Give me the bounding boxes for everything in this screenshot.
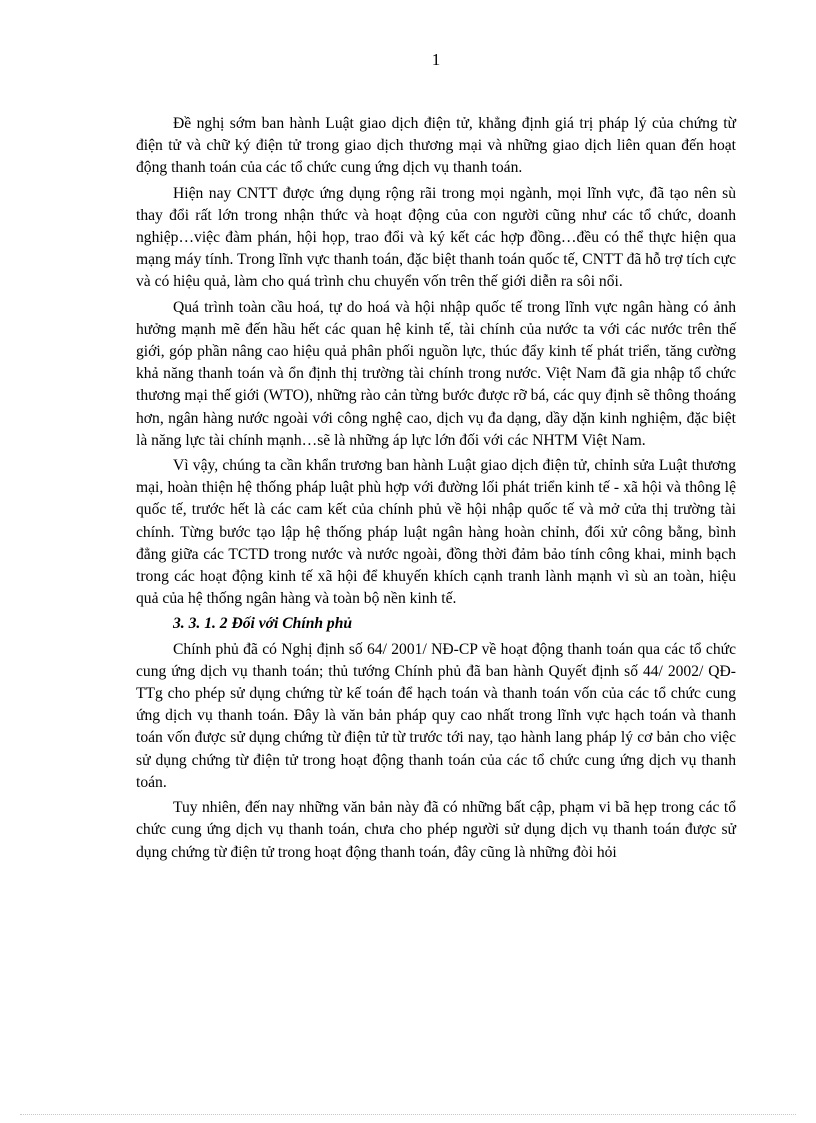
page-bottom-border: [20, 1114, 796, 1115]
paragraph-2: Hiện nay CNTT được ứng dụng rộng rãi trong mọi ngành, mọi lĩnh vực, đã tạo nên sù thay đổi rất lớn trong nhận thức và hoạt động của con người cũng như các tổ chức, doanh nghiệp…việc đàm phán, hội họp, trao đổi và ký kết các hợp đồng…đều có thể thực hiện qua mạng máy tính. Trong lĩnh vực thanh toán, đặc biệt thanh toán quốc tế, CNTT đã hỗ trợ tích cực và có hiệu quả, làm cho quá trình chu chuyển vốn trên thế giới diễn ra sôi nổi.: [136, 184, 736, 291]
section-heading: 3. 3. 1. 2 Đối với Chính phủ: [173, 615, 353, 633]
paragraph-1: Đề nghị sớm ban hành Luật giao dịch điện tử, khẳng định giá trị pháp lý của chứng từ điện tử và chữ ký điện tử trong giao dịch thương mại và những giao dịch liên quan đến hoạt động thanh toán của các tổ chức cung ứng dịch vụ thanh toán.: [136, 115, 736, 177]
paragraph-5: Chính phủ đã có Nghị định số 64/ 2001/ NĐ-CP về hoạt động thanh toán qua các tổ chức cung ứng dịch vụ thanh toán; thủ tướng Chính phủ đã ban hành Quyết định số 44/ 2002/ QĐ-TTg cho phép sử dụng chứng từ kế toán để hạch toán và thanh toán vốn của các tổ chức cung ứng dịch vụ thanh toán. Đây là văn bản pháp quy cao nhất trong lĩnh vực hạch toán và thanh toán vốn được sử dụng chứng từ điện tử từ trước tới nay, tạo hành lang pháp lý cơ bản cho việc sử dụng chứng từ điện tử trong hoạt động thanh toán của các tổ chức cung ứng dịch vụ thanh toán.: [136, 640, 736, 791]
paragraph-3: Quá trình toàn cầu hoá, tự do hoá và hội nhập quốc tế trong lĩnh vực ngân hàng có ảnh hưởng mạnh mẽ đến hầu hết các quan hệ kinh tế, tài chính của nước ta với các nước trên thế giới, góp phần nâng cao hiệu quả phân phối nguồn lực, thúc đẩy kinh tế phát triển, tăng cường khả năng thanh toán và ổn định thị trường tài chính trong nước. Việt Nam đã gia nhập tổ chức thương mại thế giới (WTO), những rào cản từng bước được rỡ bá, các quy định sẽ thông thoáng hơn, ngân hàng nước ngoài với công nghệ cao, dịch vụ đa dạng, dầy dặn kinh nghiệm, đặc biệt là năng lực tài chính mạnh…sẽ là những áp lực lớn đối với các NHTM Việt Nam.: [136, 298, 736, 449]
document-body: [136, 113, 736, 867]
paragraph-6: Tuy nhiên, đến nay những văn bản này đã có những bất cập, phạm vi bã hẹp trong các tổ chức cung ứng dịch vụ thanh toán, chưa cho phép người sử dụng dịch vụ thanh toán được sử dụng chứng từ điện tử trong hoạt động thanh toán, đây cũng là những đòi hỏi: [136, 799, 736, 861]
page-number: 1: [431, 50, 441, 69]
paragraph-4: Vì vậy, chúng ta cần khẩn trương ban hành Luật giao dịch điện tử, chỉnh sửa Luật thương mại, hoàn thiện hệ thống pháp luật phù hợp với đường lối phát triển kinh tế - xã hội và thông lệ quốc tế, trước hết là các cam kết của chính phủ về hội nhập quốc tế và mở cửa thị trường tài chính. Từng bước tạo lập hệ thống pháp luật ngân hàng hoàn chỉnh, đối xử công bằng, bình đẳng giữa các TCTD trong nước và nước ngoài, đồng thời đảm bảo tính công khai, minh bạch trong các hoạt động kinh tế xã hội để khuyến khích cạnh tranh lành mạnh vì sù an toàn, hiệu quả của hệ thống ngân hàng và toàn bộ nền kinh tế.: [136, 457, 736, 608]
